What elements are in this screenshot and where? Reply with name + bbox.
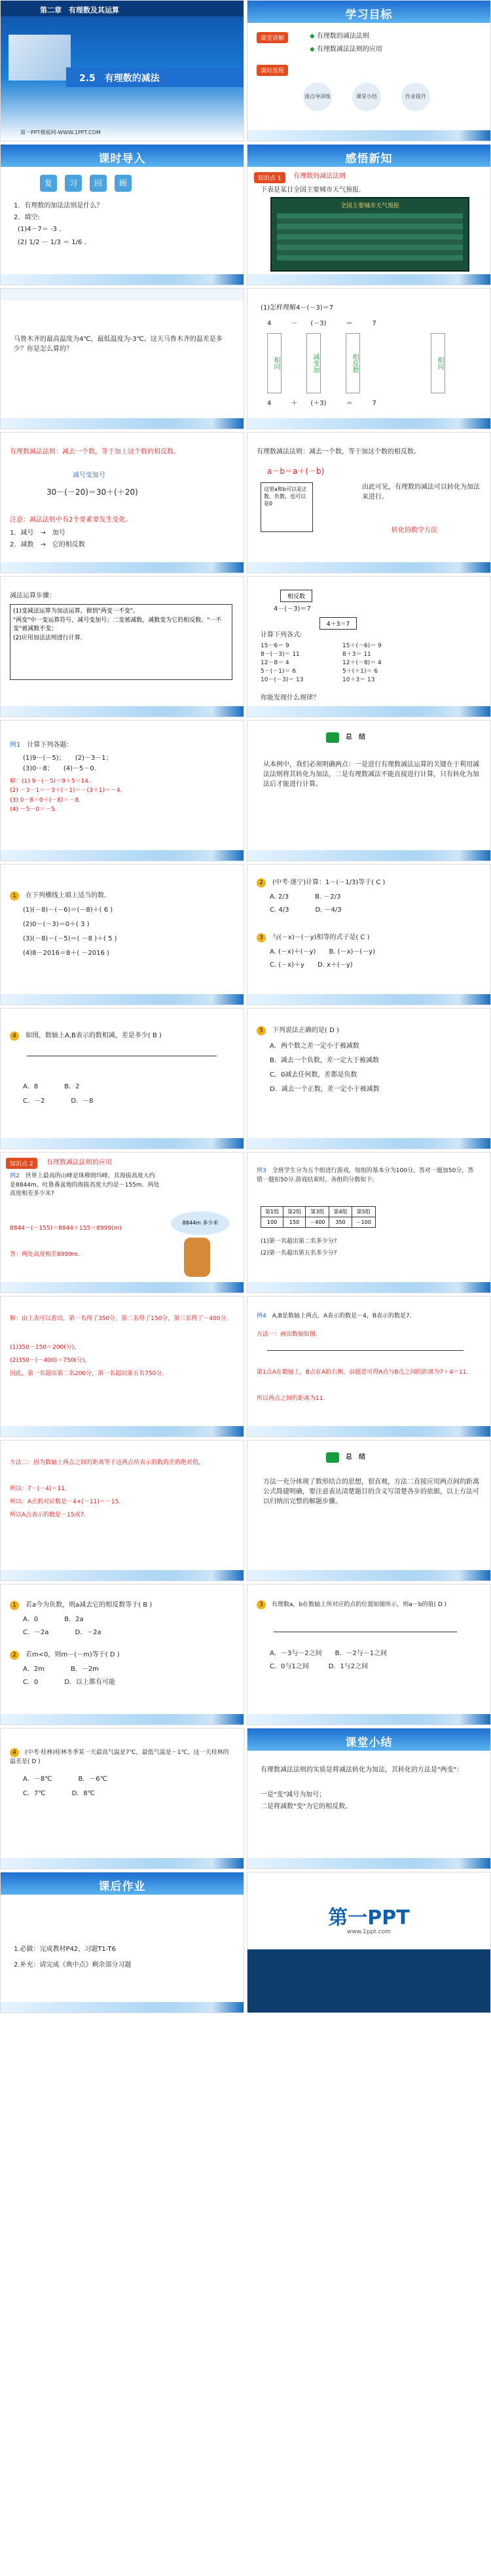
ex3-s2: (2)350－(－400)＝750(分)， [10,1357,91,1364]
rule-m1: 1．减号 → 加号 [10,529,65,537]
flow-step-1: 逐点导讲练 [303,82,332,111]
footer [1,1714,244,1725]
temp-text: 马鲁木齐的最高温度为4℃，最低温度为-3℃。这天马鲁木齐的温差是多少？你是怎么算的？ [14,336,223,353]
footer [247,850,490,861]
lesson-title: 2.5 有理数的减法 [79,73,160,84]
lesson-summary-slide [247,1728,491,1869]
footer [1,1138,244,1149]
kp2-slide [0,1152,244,1293]
banner [1,145,244,167]
footer [247,994,490,1005]
choice5-a: A．两个数之差一定小于被减数 [270,1043,359,1050]
fill-title: 1 在下列横线上填上适当的数. [10,891,106,901]
choice-slide-2 [0,1008,244,1149]
banner [1,1872,244,1895]
cartoon-figure [184,1238,210,1277]
rule-eq: 30－(－20)＝30＋(＋20) [46,488,138,497]
banner-title: 感悟新知 [345,152,393,166]
ex4-slide [247,1296,491,1437]
ex3-sol: 解：由上表可以看出，第一名得了350分，第二名得了150分，第三名得了－400分. [10,1315,228,1322]
footer [1,2002,244,2012]
rule2-right2: 转化的数学方法 [391,527,437,534]
fill-l1: (1)(－8)－(－6)＝(－8)＋( 6 ) [23,906,113,914]
ex1-solution: 解：(1) 9－(－5)＝9＋5＝14. (2) －3－1＝－3＋(－1)＝－(3＋1)＝－4. (3) 0－8＝0＋(－8)＝－8. (4) －5－0＝－5. [10,778,122,814]
site-text: 第一PPT模板网-WWW.1PPT.COM [20,130,101,135]
rule-line2: 减号变加号 [73,472,105,479]
rule-slide-1 [0,432,244,573]
review-f2: (2) 1/2 － 1/3 ＝ 1/6 ． [18,239,91,246]
calc-right-title: 计算下列各式: [261,632,302,639]
banner-title: 课后作业 [98,1880,146,1893]
choice3-stem: 3 与(－x)－(－y)相等的式子是( C ) [257,933,370,942]
footer [247,1138,490,1149]
number-line [267,1350,464,1351]
summary2-slide [247,1440,491,1581]
choice-slide-1 [247,864,491,1005]
footer [247,1570,490,1581]
change-label: 减变加 [306,333,321,393]
footer [247,274,490,285]
compare-slide [247,288,491,429]
calc-rows-left: 15－6＝ 9 8－(－3)＝ 11 12－8＝ 4 5－(－1)＝ 6 10－(－3)＝ 13 [261,643,304,684]
banner-title: 学习目标 [345,9,393,22]
chip: 复 [40,175,57,192]
ex4-m1: 方法一：画出数轴如图. [257,1331,318,1338]
method2-slide [0,1440,244,1581]
calc-eq: 4－(－3)＝7 [274,605,311,613]
kp2-bubble: 8844m 多少米 [171,1211,230,1235]
choice-d-ab: A．－8℃ B．－6℃ [23,1776,107,1783]
ex1-heading: 例1 计算下列各题： [10,742,73,749]
kp2-sol: 8844－(－155)＝8844＋155＝8999(m) [10,1225,122,1232]
choice-c-ab: A．－3与－2之间 B．－2与－1之间 [270,1650,388,1657]
choice2-cd: C. 4/3 D. －4/3 [270,906,342,914]
homework-h2: 2.补充：请完成《典中点》剩余部分习题 [14,1961,132,1969]
compare-title: (1)怎样理解4－(－3)＝7 [261,304,334,312]
choice5-c: C．0减去任何数，差都是负数 [270,1071,357,1079]
fill-l4: (4)8－2016＝8＋( －2016 ) [23,950,109,957]
table-title: 全国主要城市天气预报 [340,203,399,209]
method2-s3: 所以A点表示的数是－15或7. [10,1512,86,1518]
rule2-eq: a－b＝a＋(－b) [267,467,325,476]
lesson-summary-l2: 二是将减数"变"为它的相反数。 [261,1803,352,1810]
rule-note: 注意：减法法则中有2个要素要发生变化。 [10,516,132,524]
kp-tag: 知识点 1 [254,172,285,183]
tag-flow: 课时流程 [257,65,288,76]
steps-box [10,604,232,680]
ex3-q1: (1)第一名超出第二名多少分? [261,1238,337,1245]
summary2-text: 方法一充分体现了数形结合的思想，很直观，方法二直接应用两点间的距离公式简捷明确，要注意表达清楚题目的含义写清楚各步的依据，以上方法可以归纳出完整的解题步骤。 [263,1478,479,1505]
summary-icon [326,732,339,743]
ex3-s1: (1)350－150＝200(分)， [10,1344,81,1351]
lesson-summary-l1: 一是"变"减号为加号； [261,1791,326,1798]
kp2-ans: 答：两处高度相差8999m. [10,1251,80,1258]
choice-slide-6 [0,1728,244,1869]
objective-2: ◆ 有理数减法法则的应用 [310,46,382,53]
fill-slide [0,864,244,1005]
footer [1,274,244,285]
ex1-items-2: (3)0－8； (4)－5－0． [23,765,101,772]
footer [247,1858,490,1869]
same-label: 相同 [267,333,282,393]
footer [1,1426,244,1437]
kp-title: 有理数的减法法则 [293,173,346,180]
step-1b: "两变"中一变运算符号，减号变加号；二变被减数，减数变为它的相反数。"一不变"被减数不变； [13,617,222,632]
summary2-heading: 总 结 [346,1454,365,1461]
footer [1,706,244,717]
table-desc: 下表是某日全国主要城市天气预报. [261,187,361,194]
ex3-q2: (2)第一名超出第五名多少分? [261,1250,337,1257]
footer [1,418,244,429]
ex4-m2: 第1点A在数轴上，B点在A的右侧，由题意可得A点与B点之间的距离为7＋4＝11. [257,1369,469,1376]
choice5-b: B．减去一个负数，差一定大于被减数 [270,1057,379,1064]
step-1: (1)变减法运算为加法运算，做到"两变一不变"。 [13,608,139,615]
compare-bottom: 4 ＋ (＋3) ＝ 7 [267,400,376,407]
choice4-ab: A．8 B．2 [23,1083,80,1090]
ex4-stem: 例4 A,B是数轴上两点，A表示的数是－4，B表示的数是7． [257,1313,416,1319]
ex3-stem: 例3 全班学生分为五个组进行游戏，每组的基本分为100分，答对一题加50分，答错一题扣50分.游戏结束时，各组的分数如下: [257,1168,474,1183]
title-slide [0,0,244,141]
footer [247,706,490,717]
tag-lecture: 课堂讲解 [257,32,288,43]
footer [247,1426,490,1437]
kp2-tag: 知识点 2 [6,1158,37,1169]
rule2-line1: 有理数减法法则：减去一个数，等于加这个数的相反数。 [257,448,420,456]
ex3-slide [247,1152,491,1293]
ad-logo: 第一PPT [328,1906,410,1929]
rule-slide-2 [247,432,491,573]
choice-d-cd: C．7℃ D．8℃ [23,1790,95,1797]
banner-title: 课堂小结 [345,1736,393,1749]
homework-h1: 1.必做：完成教材P42，习题T1-T6 [14,1946,116,1953]
summary-heading: 总 结 [346,734,365,741]
choice-slide-5 [247,1584,491,1725]
steps-title: 减法运算步骤： [10,592,56,599]
example1-slide [0,720,244,861]
footer [1,994,244,1005]
choice3-ab: A. (－x)＋(－y) B. (－x)－(－y) [270,948,376,956]
rule-m2: 2．减数 → 它的相反数 [10,541,85,548]
footer [1,1282,244,1293]
choice2-ab: A. 2/3 B. －2/3 [270,893,341,901]
chapter-title: 第二章 有理数及其运算 [40,6,119,14]
ad-site[interactable]: www.1ppt.com [347,1929,391,1935]
choice-b-stem: 2 若m<0，则m－(－m)等于( D ) [10,1650,120,1660]
ad-slide [247,1872,491,2013]
choice-slide-4 [0,1584,244,1725]
choice-a-cd: C．－2a D．－2a [23,1629,101,1636]
choice-d-stem: 4 (中考·桂林)桂林冬季某一天最高气温是7℃，最低气温是－1℃，这一天桂林的温差是( D ) [10,1749,229,1765]
footer [1,1570,244,1581]
choice-c-cd: C．0与1之间 D．1与2之间 [270,1663,369,1670]
flow-step-2: 课堂小结 [352,82,381,111]
fill-l2: (2)0－(－3)＝0＋( 3 ) [23,921,90,928]
fill-l3: (3)(－8)－(－5)＝( －8 )＋( 5 ) [23,935,117,942]
chip: 回 [90,175,107,192]
choice-b-cd: C．0 D．以上都有可能 [23,1679,116,1686]
rule2-bubble: 这里a和b可以是正数、负数，也可以是0 [261,482,313,532]
summary-icon [326,1452,339,1463]
ex3-ans: 因此，第一名超出第二名200分，第一名超出第五名750分. [10,1370,164,1377]
chip: 顾 [115,175,132,192]
calc-label: 相反数 [280,590,312,602]
weather-table [270,197,469,272]
choice4-cd: C．－2 D．－8 [23,1098,94,1105]
banner [247,1,490,23]
steps-slide [0,576,244,717]
choice5-stem: 5 下列说法正确的是( D ) [257,1026,339,1035]
same-label-2: 相同 [431,333,445,393]
homework-slide [0,1872,244,2013]
temperature-slide [0,288,244,429]
choice-c-stem: 3 有理数a，b在数轴上所对应的点的位置如图所示，则a－b的值( D ) [257,1600,479,1610]
review-f1: (1)4－7＝ -3 ． [18,226,66,233]
review-q2: 2．填空: [14,214,40,221]
footer [1,562,244,573]
banner [247,145,490,167]
ex1-items: (1)9－(－5)； (2)－3－1； [23,755,113,762]
footer [247,130,490,141]
review-q1: 1．有理数的加法法则是什么？ [14,202,103,209]
method2-text: 方法二：因为数轴上两点之间的距离等于这两点所表示的数的差的绝对值， [10,1459,205,1466]
review-chips [40,175,132,192]
footer [1,850,244,861]
choice-a-ab: A．0 B．2a [23,1616,84,1623]
rule-line1: 有理数减法法则：减去一个数，等于加上这个数的相反数. [10,448,176,456]
footer [247,1282,490,1293]
banner [247,1728,490,1751]
footer [247,562,490,573]
ex3-solution-slide [0,1296,244,1437]
calc-rows-right: 15＋(－6)＝ 9 8＋3＝ 11 12＋(－8)＝ 4 5＋(＋1)＝ 6 10＋3＝ 13 [342,643,382,684]
score-table: 第1组 第2组 第3组 第4组 第5组 100 150 －400 350 －100 [261,1206,376,1228]
footer [247,1714,490,1725]
summary1-slide [247,720,491,861]
method2-s2: 所以：A点的对应数是－4+(－11)＝－15. [10,1499,121,1505]
kp2-stem: 例2 世界上最高的山峰是珠穆朗玛峰，其海拔高度大约是8844m，吐鲁番盆地的海拔高度大约是－155m．两处高度相差多少米? [10,1173,160,1197]
choice3-cd: C. (－x)＋y D. x＋(－y) [270,961,353,969]
chip: 习 [65,175,82,192]
cube-graphic [9,35,71,80]
footer [247,418,490,429]
flow-step-3: 作业提升 [401,82,430,111]
choice5-d: D．减去一个正数，差一定小于被减数 [270,1086,380,1093]
calc-slide [247,576,491,717]
compare-top: 4 － (－3) ＝ 7 [267,320,376,327]
ex4-ans: 所以两点之间的距离为11. [257,1395,325,1402]
method2-s1: 所以：7－(－4)＝11. [10,1486,67,1492]
choice-a-stem: 1 若a今为负数，则a减去它的相反数等于( B ) [10,1600,152,1610]
summary-text: 从本例中，我们必须明确两点：一是进行有理数减法运算的关键在于利用减法法则将其转化为加法，二是有理数减法不能直接进行计算，只有转化为加法后才能进行计算。 [263,761,479,788]
choice-b-ab: A．2m B．－2m [23,1666,99,1673]
choice4-stem: 4 如图，数轴上A,B表示的数相减，差是多少( B ) [10,1031,162,1041]
step-2: (2)应用加法法则进行计算. [13,634,82,641]
kp2-title: 有理数减法法则的应用 [46,1159,112,1166]
calc-sub: 4＋3＝7 [319,617,357,630]
choice-slide-3 [247,1008,491,1149]
footer [1,1858,244,1869]
review-slide [0,144,244,285]
lesson-summary-text: 有理数减法法则的实质是将减法转化为加法，其转化的方法是"两变"： [261,1766,464,1774]
rule2-right: 由此可见，有理数的减法可以转化为加法来进行。 [362,484,480,501]
objective-1: ◆ 有理数的减法法则 [310,33,369,40]
calc-q: 你能发现什么规律？ [261,694,319,702]
banner-title: 课时导入 [98,152,146,166]
opposite-label: 相反数 [346,333,360,393]
new-knowledge-slide [247,144,491,285]
choice2-stem: 2 (中考·遂宁)计算：1－(－1/3)等于( C ) [257,878,385,887]
objectives-slide [247,0,491,141]
